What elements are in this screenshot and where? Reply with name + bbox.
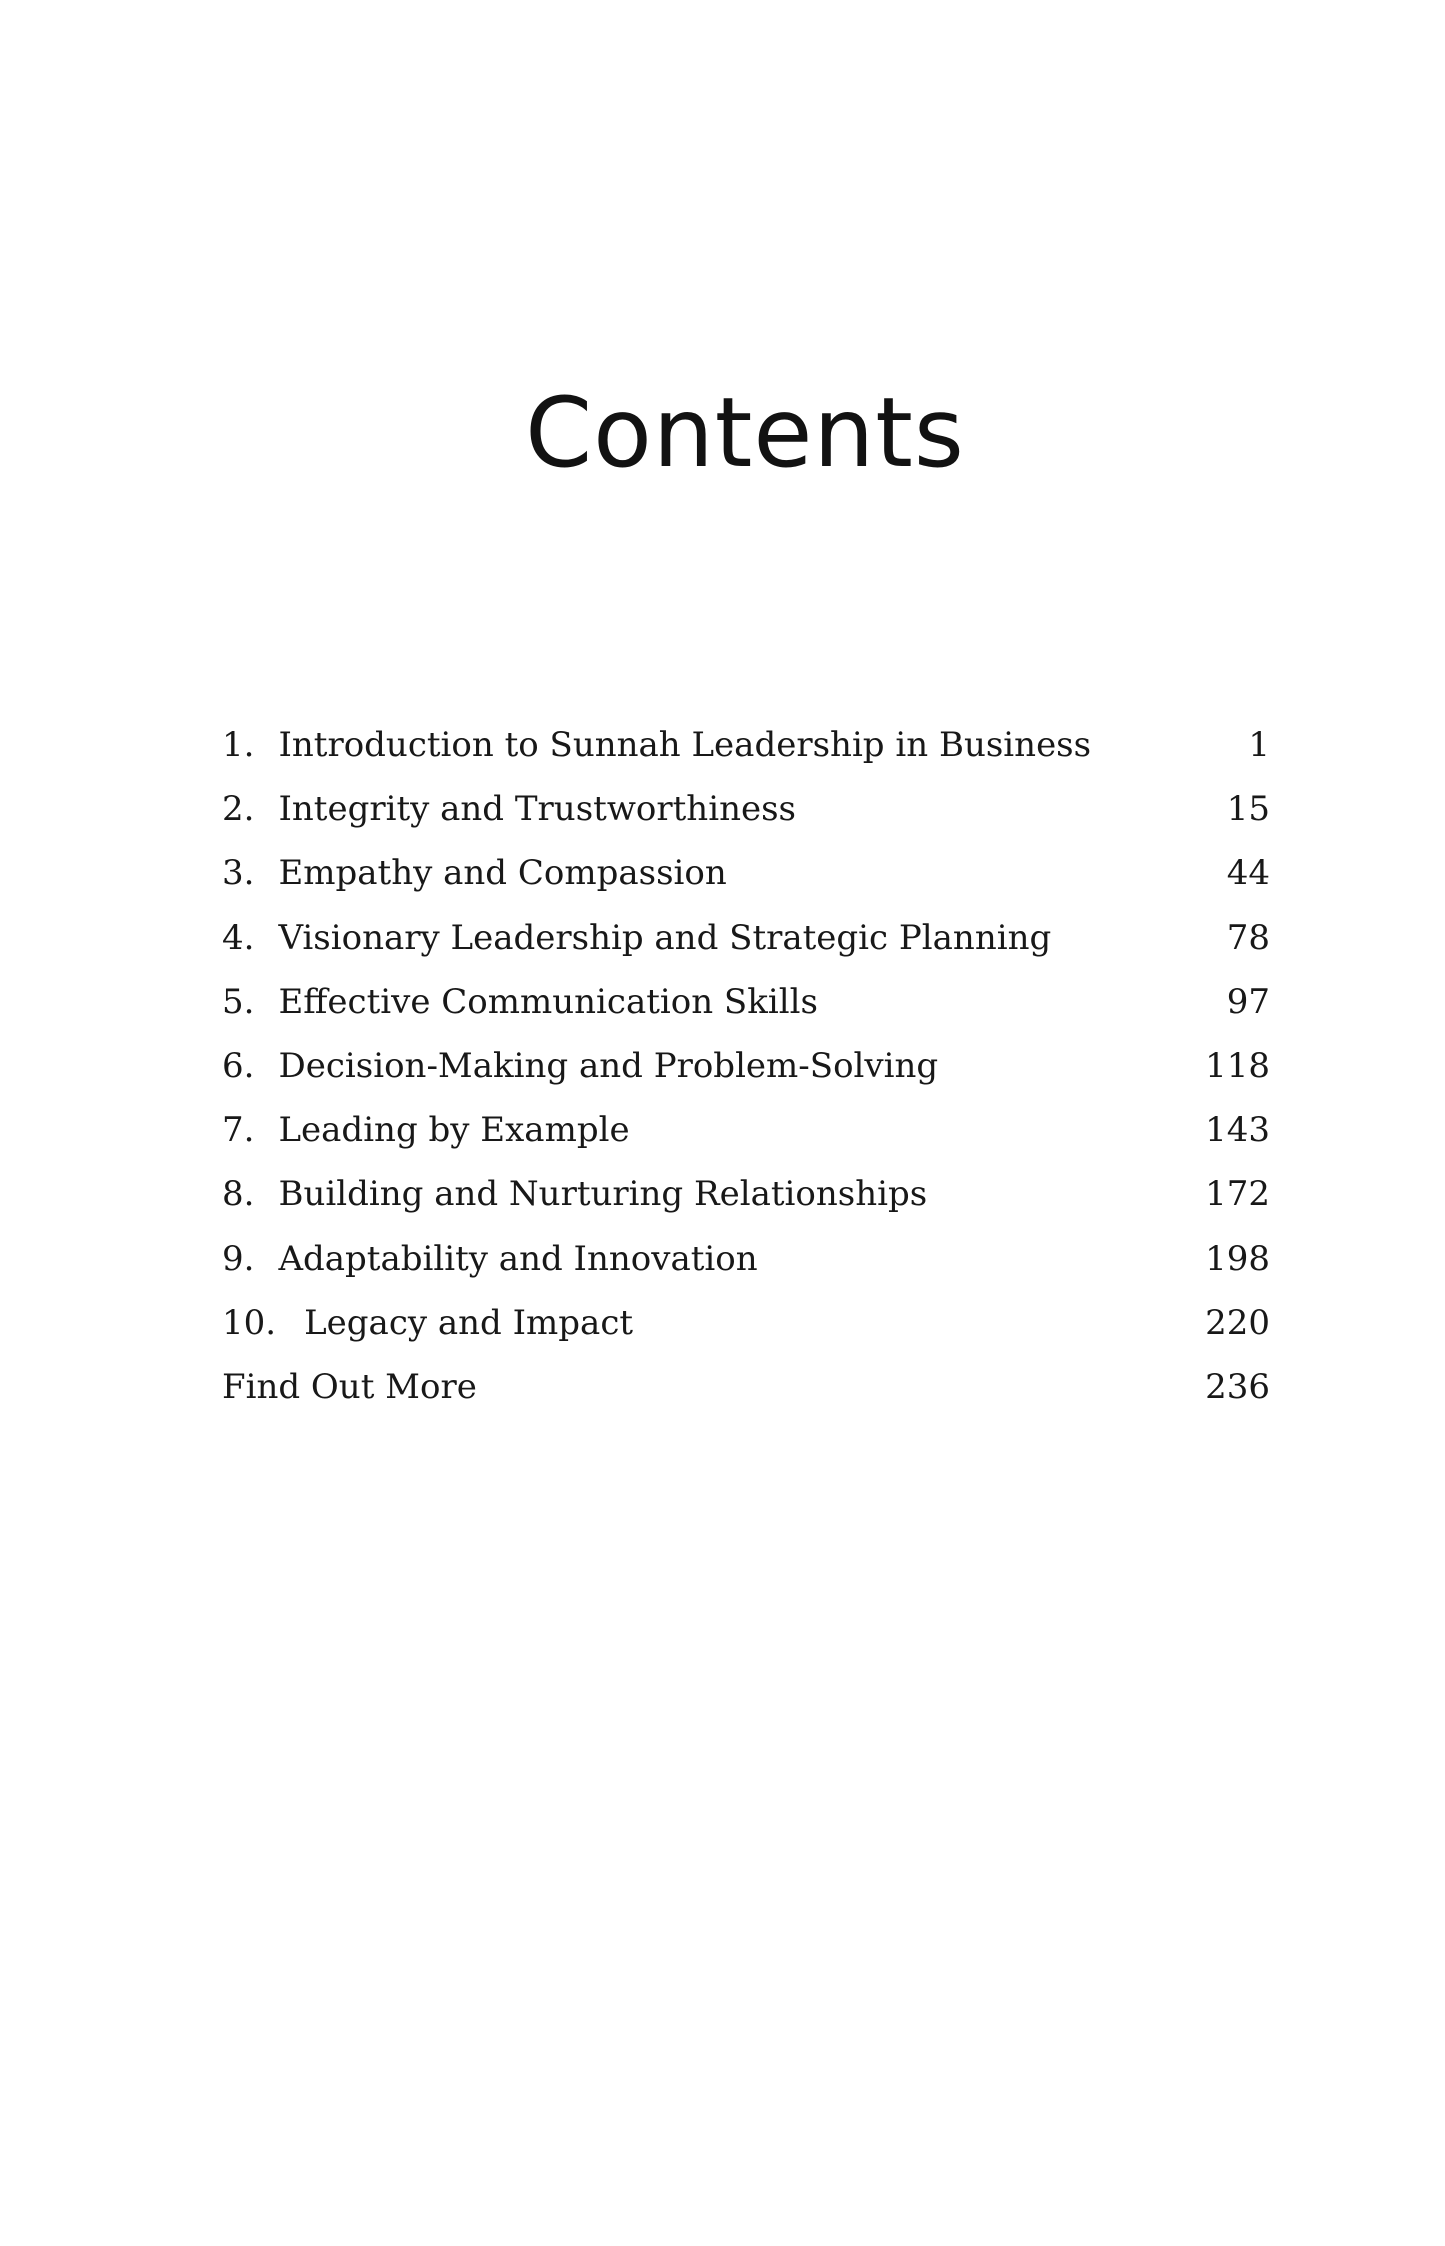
toc-entry-page: 44 [1226,853,1270,894]
toc-entry-page: 172 [1205,1174,1270,1215]
toc-entry-page: 220 [1205,1302,1270,1343]
toc-entry-number: 5. [222,981,255,1022]
toc-entry[interactable] [222,906,1270,970]
toc-entry-number: 1. [222,725,255,765]
toc-entry-page: 15 [1226,789,1270,830]
toc-entry-number: 6. [222,1045,255,1086]
toc-entry-title: Introduction to Sunnah Leadership in Business [278,725,1092,765]
toc-entry-page: 78 [1226,917,1270,958]
toc-entry[interactable] [222,1098,1270,1162]
toc-entry-page: 1 [1248,725,1270,765]
toc-entry-title: Find Out More [222,1366,477,1407]
toc-entry[interactable] [222,970,1270,1034]
toc-entry-number: 9. [222,1238,255,1279]
toc-entry[interactable] [222,1227,1270,1291]
toc-entry-number: 4. [222,917,255,958]
toc-entry-title: Legacy and Impact [304,1302,634,1343]
toc-entry-title: Effective Communication Skills [278,981,818,1022]
toc-entry-find-out-more[interactable] [222,1355,1270,1419]
toc-entry-number: 10. [222,1302,277,1343]
toc-entry-number: 3. [222,853,255,894]
toc-entry-title: Integrity and Trustworthiness [278,789,796,830]
toc-entry-page: 236 [1205,1366,1270,1407]
toc-entry[interactable] [222,841,1270,905]
toc-entry-number: 7. [222,1110,255,1151]
toc-entry-title: Adaptability and Innovation [278,1238,758,1279]
toc-entry-number: 2. [222,789,255,830]
toc-entry[interactable] [222,1162,1270,1226]
table-of-contents [222,713,1270,1419]
toc-entry-page: 118 [1205,1045,1270,1086]
toc-entry-title: Visionary Leadership and Strategic Planning [278,917,1052,958]
toc-entry[interactable] [222,1291,1270,1355]
toc-entry-title: Leading by Example [278,1110,630,1151]
toc-entry-page: 198 [1205,1238,1270,1279]
toc-entry-page: 97 [1226,981,1270,1022]
toc-entry-title: Empathy and Compassion [278,853,727,894]
toc-entry-title: Building and Nurturing Relationships [278,1174,928,1215]
toc-entry-title: Decision-Making and Problem-Solving [278,1045,939,1086]
toc-entry[interactable] [222,777,1270,841]
toc-entry[interactable] [222,1034,1270,1098]
page-title: Contents [525,377,965,489]
toc-entry-page: 143 [1205,1110,1270,1151]
toc-entry[interactable] [222,713,1270,777]
toc-entry-number: 8. [222,1174,255,1215]
